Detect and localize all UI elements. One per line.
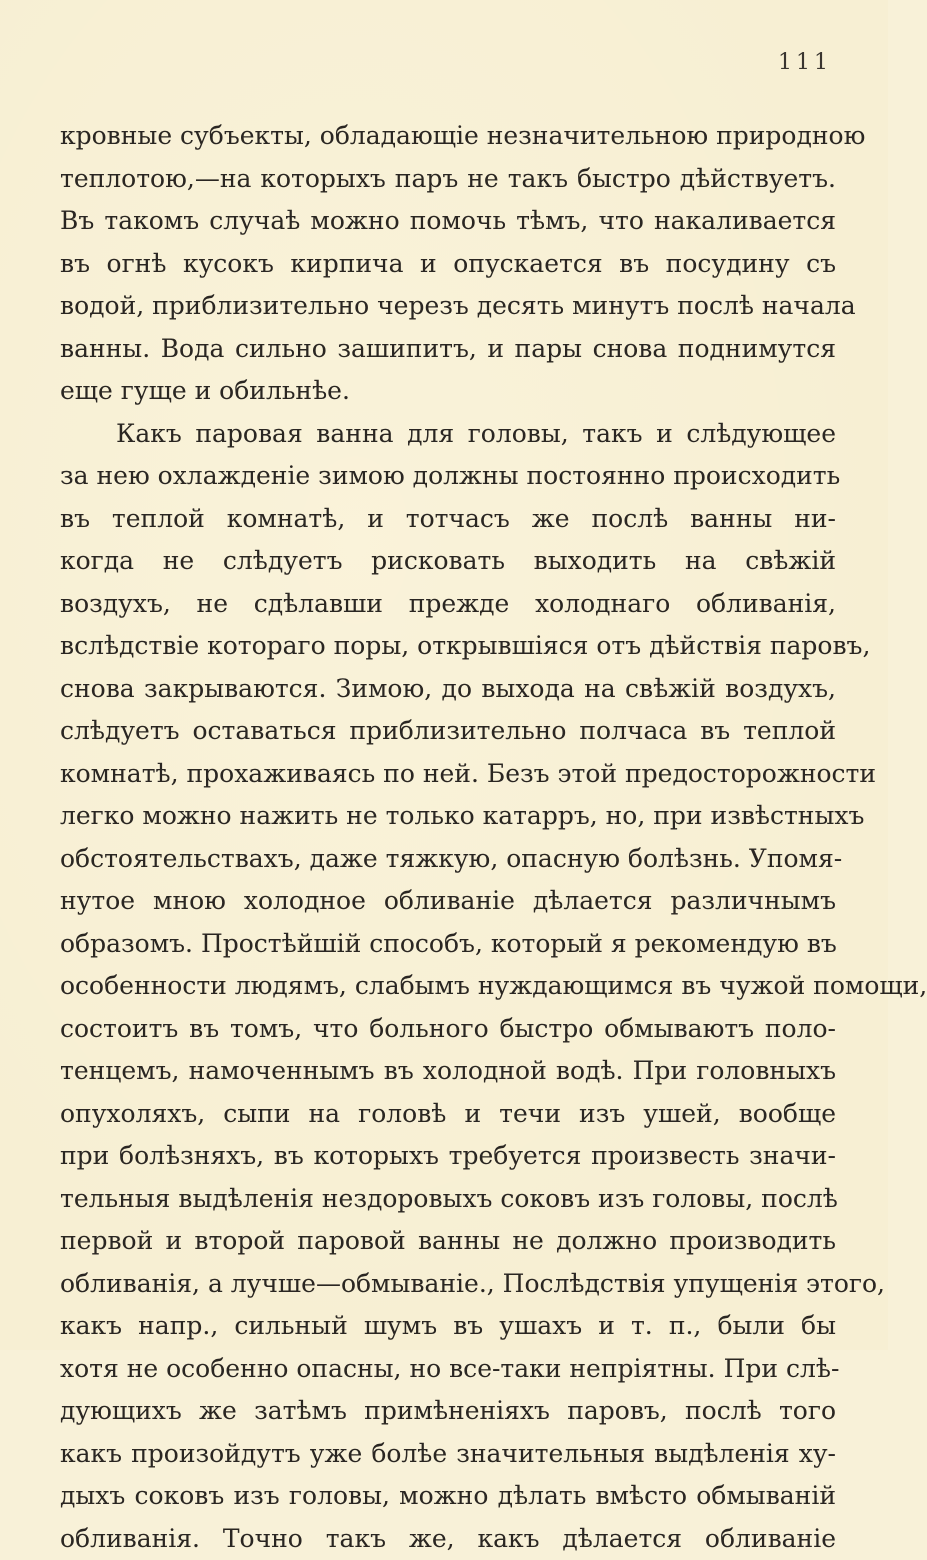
text-line: ванны. Вода сильно зашипитъ, и пары снова поднимутся: [60, 328, 836, 371]
text-line: какъ напр., сильный шумъ въ ушахъ и т. п., были бы: [60, 1305, 836, 1348]
text-line: водой, приблизительно черезъ десять минутъ послѣ начала: [60, 285, 836, 328]
text-line: дыхъ соковъ изъ головы, можно дѣлать вмѣсто обмываній: [60, 1475, 836, 1518]
text-line: опухоляхъ, сыпи на головѣ и течи изъ ушей, вообще: [60, 1093, 836, 1136]
text-line: тенцемъ, намоченнымъ въ холодной водѣ. При головныхъ: [60, 1050, 836, 1093]
text-line: воздухъ, не сдѣлавши прежде холоднаго обливанія,: [60, 583, 836, 626]
body-text: [60, 115, 836, 1560]
text-line: кровные субъекты, обладающіе незначительною природною: [60, 115, 836, 158]
text-line: при болѣзняхъ, въ которыхъ требуется произвесть значи-: [60, 1135, 836, 1178]
text-line: вслѣдствіе котораго поры, открывшіяся отъ дѣйствія паровъ,: [60, 625, 836, 668]
text-line: въ теплой комнатѣ, и тотчасъ же послѣ ванны ни-: [60, 498, 836, 541]
text-line: нутое мною холодное обливаніе дѣлается различнымъ: [60, 880, 836, 923]
text-line: еще гуще и обильнѣе.: [60, 370, 836, 413]
text-line: слѣдуетъ оставаться приблизительно полчаса въ теплой: [60, 710, 836, 753]
text-line: легко можно нажить не только катарръ, но, при извѣстныхъ: [60, 795, 836, 838]
text-line: особенности людямъ, слабымъ нуждающимся въ чужой помощи,: [60, 965, 836, 1008]
text-line: какъ произойдутъ уже болѣе значительныя выдѣленія ху-: [60, 1433, 836, 1476]
paragraph-1: [60, 115, 836, 413]
text-line: снова закрываются. Зимою, до выхода на свѣжій воздухъ,: [60, 668, 836, 711]
text-line: въ огнѣ кусокъ кирпича и опускается въ посудину съ: [60, 243, 836, 286]
text-line: комнатѣ, прохаживаясь по ней. Безъ этой предосторожности: [60, 753, 836, 796]
page-number: 111: [778, 50, 832, 75]
text-line: за нею охлажденіе зимою должны постоянно происходить: [60, 455, 836, 498]
text-line: тельныя выдѣленія нездоровыхъ соковъ изъ головы, послѣ: [60, 1178, 836, 1221]
text-line: Какъ паровая ванна для головы, такъ и слѣдующее: [60, 413, 836, 456]
text-line: когда не слѣдуетъ рисковать выходить на свѣжій: [60, 540, 836, 583]
text-line: образомъ. Простѣйшій способъ, который я рекомендую въ: [60, 923, 836, 966]
text-line: обливанія, а лучше—обмываніе., Послѣдствія упущенія этого,: [60, 1263, 836, 1306]
text-line: состоитъ въ томъ, что больного быстро обмываютъ поло-: [60, 1008, 836, 1051]
paragraph-2: [60, 413, 836, 1560]
text-line: хотя не особенно опасны, но все-таки непріятны. При слѣ-: [60, 1348, 836, 1391]
text-line: первой и второй паровой ванны не должно производить: [60, 1220, 836, 1263]
text-line: обстоятельствахъ, даже тяжкую, опасную болѣзнь. Упомя-: [60, 838, 836, 881]
text-line: Въ такомъ случаѣ можно помочь тѣмъ, что накаливается: [60, 200, 836, 243]
text-line: теплотою,—на которыхъ паръ не такъ быстро дѣйствуетъ.: [60, 158, 836, 201]
text-line: обливанія. Точно такъ же, какъ дѣлается обливаніе: [60, 1518, 836, 1560]
text-line: дующихъ же затѣмъ примѣненіяхъ паровъ, послѣ того: [60, 1390, 836, 1433]
